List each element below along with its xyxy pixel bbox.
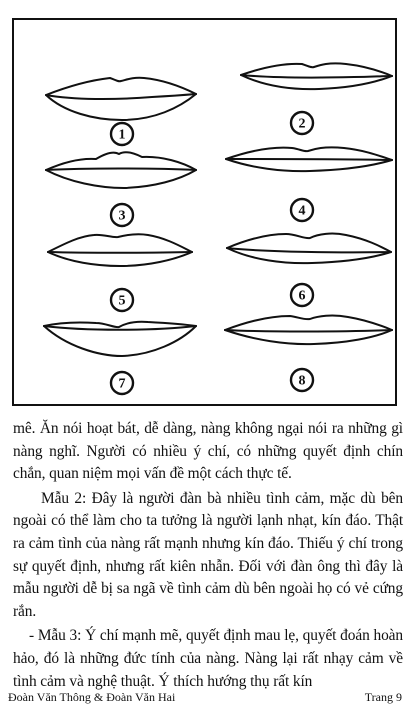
body-text (13, 418, 403, 693)
paragraph-1: mê. Ăn nói hoạt bát, dễ dàng, nàng không ngại nói ra những gì nàng nghĩ. Người có nhiều ý chí, có những quyết định chín chắn, quan niệm mọi vấn đề một cách thực tế. (13, 420, 403, 483)
lips-shape-3 (46, 152, 196, 188)
footer-page-number: Trang 9 (364, 690, 402, 704)
lips-shape-6 (227, 234, 391, 264)
lips-shape-4 (226, 147, 392, 171)
paragraph-mau-3: - Mẫu 3: Ý chí mạnh mẽ, quyết định mau lẹ, quyết đoán hoàn hảo, đó là những đức tính của nàng. Nàng lại rất nhạy cảm về tình cảm và nghệ thuật. Ý thích hướng thụ rất kín (13, 627, 403, 690)
lips-shape-1 (46, 78, 196, 120)
label-number-1: 1 (118, 127, 126, 143)
label-number-2: 2 (298, 116, 306, 132)
label-number-6: 6 (298, 288, 306, 304)
footer-authors: Đoàn Văn Thông & Đoàn Văn Hai (8, 690, 176, 704)
paragraph-mau-2: Mẫu 2: Đây là người đàn bà nhiều tình cảm, mặc dù bên ngoài có thể làm cho ta tưởng là người lạnh nhạt, kín đáo. Thật ra cảm tình của nàng rất mạnh nhưng kín đáo. Thiếu ý chí trong sự quyết định, nhưng rất kiên nhẫn. Đối với đàn ông thì đây là mẫu người dễ bị sa ngã về tình cảm dù bên ngoài họ có vẻ cứng rắn. (13, 489, 403, 620)
lips-shape-7 (44, 322, 196, 356)
label-number-8: 8 (298, 373, 306, 389)
label-number-3: 3 (118, 208, 126, 224)
lip-drawings (14, 20, 399, 408)
label-number-4: 4 (298, 203, 306, 219)
lip-shapes-figure (12, 18, 397, 406)
label-number-5: 5 (118, 293, 126, 309)
lips-shape-8 (225, 316, 392, 345)
page-footer (8, 690, 402, 705)
lips-shape-5 (48, 234, 192, 266)
lips-shape-2 (241, 63, 392, 89)
label-number-7: 7 (118, 376, 126, 392)
